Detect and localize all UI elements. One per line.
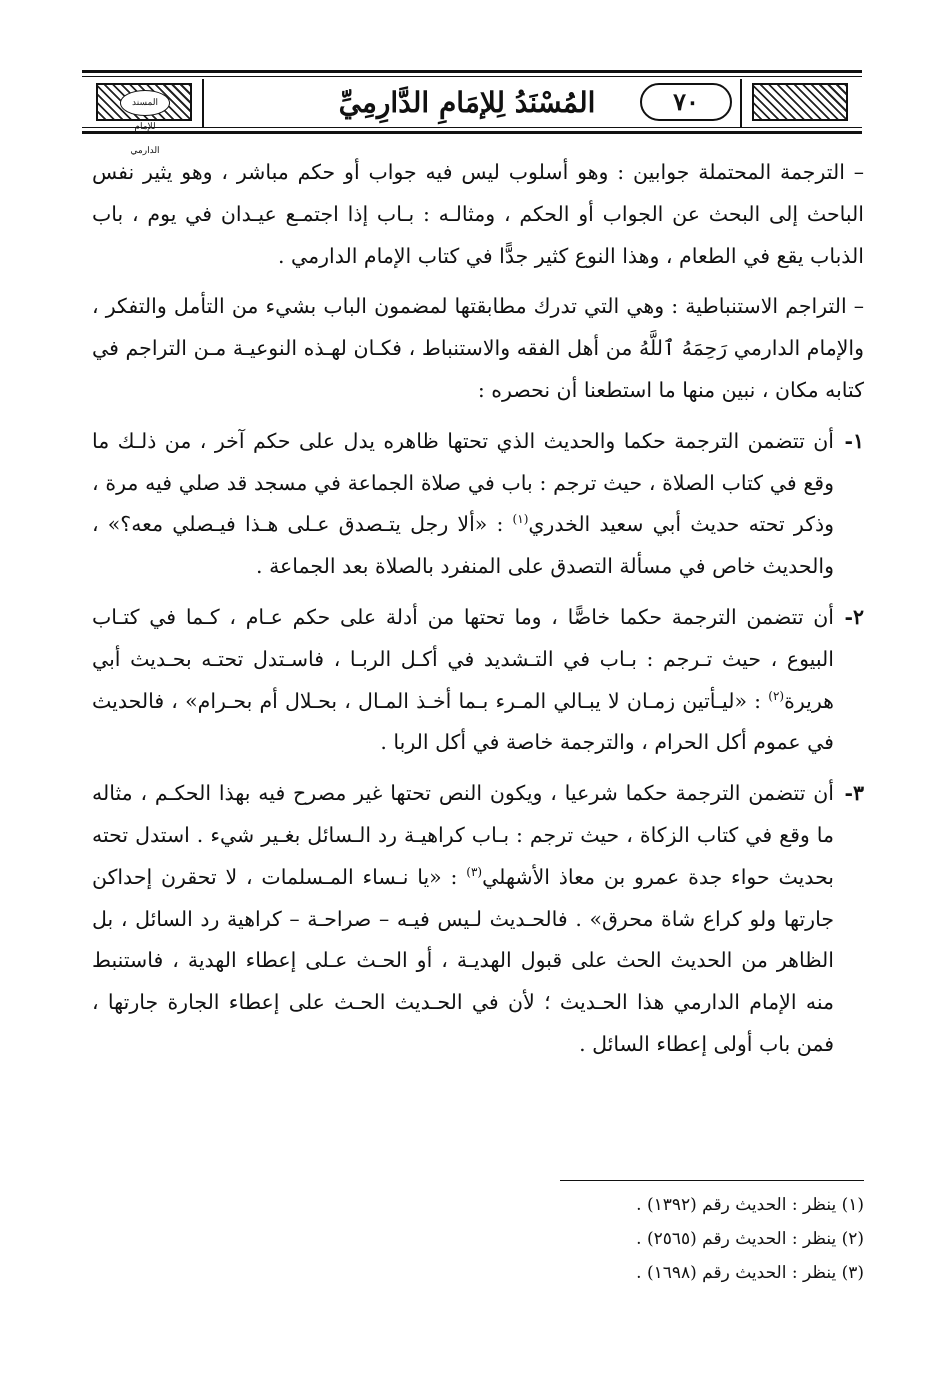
list-item (92, 421, 864, 588)
list-item-body: أن تتضمن الترجمة حكما والحديث الذي تحتها ظاهره يدل على حكم آخر ، من ذلـك ما وقع في كتاب الصلاة ، حيث ترجم : باب في صلاة الجماعة في مسجد قد صلي فيه مرة ، وذكر تحته حديث أبي سعيد الخدري (92, 428, 834, 537)
footnote-separator (560, 1180, 864, 1181)
list-item-text (92, 773, 834, 1066)
list-item-text (92, 597, 834, 764)
list-item (92, 597, 864, 764)
footnote-ref: (١) (512, 512, 529, 527)
list-item-body: أن تتضمن الترجمة حكما خاصًّا ، وما تحتها من أدلة على حكم عـام ، كـما في كتـاب البيوع ، حيث تـرجم : بـاب في التـشديد في أكـل الربـا ، فاسـتدل تحتـه بحـديث أبي هريرة (92, 604, 834, 713)
header-ornament-right (752, 83, 848, 121)
paragraph: – التراجم الاستنباطية : وهي التي تدرك مطابقتها لمضمون الباب بشيء من التأمل والتفكر ، والإمام الدارمي رَحِمَهُ ٱللَّهُ من أهل الفقه والاستنباط ، فكـان لهـذه النوعيـة مـن التراجم في كتابه مكان ، نبين منها ما استطعنا أن نحصره : (92, 294, 864, 402)
header-divider-left (202, 79, 204, 127)
header-divider-right (740, 79, 742, 127)
footnote: (٣) ينظر : الحديث رقم (١٦٩٨) . (636, 1263, 864, 1283)
list-item-body-cont: : «ليـأتين زمـان لا يبـالي المـرء بـما أخـذ المـال ، بحـلال أم بحـرام» ، فالحديث في عموم أكل الحرام ، والترجمة خاصة في أكل الربا . (92, 688, 834, 755)
list-item-number: ١- (844, 428, 864, 453)
main-text (92, 152, 864, 1075)
list-item-body-cont: : «ألا رجل يتـصدق عـلى هـذا فيـصلي معه؟» ، والحديث خاص في مسألة التصدق على المنفرد بالصلاة بعد الجماعة . (92, 512, 834, 579)
paragraph: – الترجمة المحتملة جوابين : وهو أسلوب ليس فيه جواب أو حكم مباشر ، وهو يثير نفس الباحث إلى البحث عن الجواب أو الحكم ، ومثالـه : بـاب إذا اجتمـع عيـدان في يوم ، باب الذباب يقع في الطعام ، وهذا النوع كثير جدًّا في كتاب الإمام الدارمي . (92, 160, 864, 268)
list-item-body: أن تتضمن الترجمة حكما شرعيا ، ويكون النص تحتها غير مصرح فيه بهذا الحكـم ، مثاله ما وقع في كتاب الزكاة ، حيث ترجم : بـاب كراهيـة رد الـسائل بغـير شيء . استدل تحته بحديث حواء جدة عمرو بن معاذ الأشهلي (92, 781, 835, 889)
list-item-text (92, 421, 834, 588)
list-item (92, 773, 864, 1066)
header-ornament-left (96, 83, 192, 156)
footnotes (560, 1188, 864, 1290)
ornament-seal-left: المسند للإمام الدارمي (120, 90, 170, 116)
running-title: المُسْنَدُ لِلإمَامِ الدَّارِمِيِّ (338, 86, 596, 119)
page-number: ٧٠ (640, 83, 732, 121)
footnote-ref: (٣) (466, 864, 483, 879)
footnote-ref: (٢) (768, 688, 785, 703)
page-header (82, 70, 862, 156)
footnote: (٢) ينظر : الحديث رقم (٢٥٦٥) . (636, 1229, 864, 1249)
list-item-number: ٣- (844, 781, 864, 806)
list-item-body-cont: : «يا نـساء المـسلمات ، لا تحقرن إحداكن جارتها ولو كراع شاة محرق» . فالحـديث لـيس فيـه – صراحـة – كراهية رد السائل ، بل الظاهر من الحديث الحث على قبول الهديـة ، أو الحـث عـلى إعطاء الهدية ، فاستنبط منه الإمام الدارمي هذا الحـديث ؛ لأن في الحـديث الحـث على إعطاء الجارة جارتها ، فمن باب أولى إعطاء السائل . (92, 864, 834, 1056)
list-item-number: ٢- (844, 604, 864, 629)
footnote: (١) ينظر : الحديث رقم (١٣٩٢) . (636, 1195, 864, 1215)
